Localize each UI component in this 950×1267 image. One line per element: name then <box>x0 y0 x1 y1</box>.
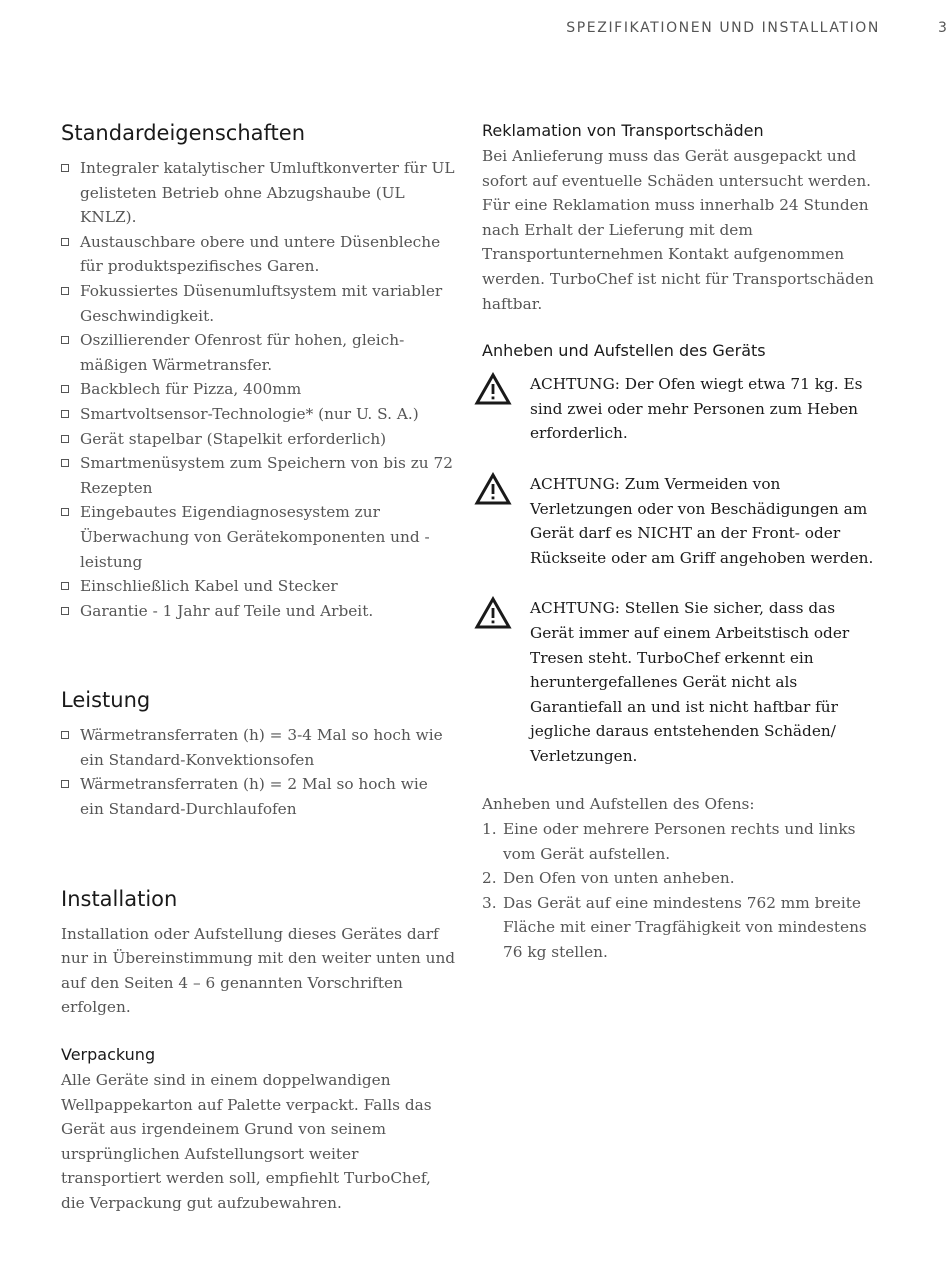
list-item: Smartvoltsensor-Technologie* (nur U. S. A.) <box>61 402 456 427</box>
warning-triangle-icon <box>474 472 512 506</box>
checkbox-bullet-icon <box>61 385 69 393</box>
list-item: Eingebautes Eigendiagnosesystem zur Überwachung von Gerätekomponenten und -leistung <box>61 500 456 574</box>
steps-intro: Anheben und Aufstellen des Ofens: <box>482 795 755 814</box>
checkbox-bullet-icon <box>61 410 69 418</box>
right-column <box>482 118 882 965</box>
page-number: 3 <box>938 20 947 36</box>
checkbox-bullet-icon <box>61 607 69 615</box>
list-item: 3. Das Gerät auf eine mindestens 762 mm breite Fläche mit einer Tragfähigkeit von mindestens 76 kg stellen. <box>482 893 867 962</box>
section-reklamation <box>482 118 882 316</box>
list-item: Fokussiertes Düsenumluftsystem mit variabler Geschwindigkeit. <box>61 279 456 328</box>
checkbox-bullet-icon <box>61 780 69 788</box>
list-item: Integraler katalytischer Umluftkonverter für UL gelisteten Betrieb ohne Abzugshaube (UL KNLZ). <box>61 156 456 230</box>
section-leistung <box>61 685 456 821</box>
warning-block <box>482 596 882 768</box>
warning-triangle-icon <box>474 372 512 406</box>
checkbox-bullet-icon <box>61 164 69 172</box>
reklamation-text: Bei Anlieferung muss das Gerät ausgepackt und sofort auf eventuelle Schäden untersucht werden. Für eine Reklamation muss innerhalb 24 Stunden nach Erhalt der Lieferung mit dem Transportunternehmen Kontakt aufgenommen werden. TurboChef ist nicht für Transportschäden haftbar. <box>482 147 874 313</box>
feature-list <box>61 156 456 623</box>
performance-list <box>61 723 456 821</box>
section-title: Installation <box>61 886 178 911</box>
subsection-title: Anheben und Aufstellen des Geräts <box>482 341 766 361</box>
verpackung-text: Alle Geräte sind in einem doppelwandigen Wellpappekarton auf Palette verpackt. Falls das Gerät aus irgendeinem Grund von seinem ursprünglichen Aufstellungsort weiter transportiert werden soll, empfiehlt TurboChef, die Verpackung gut aufzubewahren. <box>61 1071 432 1212</box>
checkbox-bullet-icon <box>61 582 69 590</box>
list-item: Wärmetransferraten (h) = 2 Mal so hoch wie ein Standard-Durchlaufofen <box>61 772 456 821</box>
list-item: Gerät stapelbar (Stapelkit erforderlich) <box>61 427 456 452</box>
checkbox-bullet-icon <box>61 287 69 295</box>
warning-block <box>482 372 882 446</box>
section-title: Standardeigenschaften <box>61 121 306 145</box>
checkbox-bullet-icon <box>61 731 69 739</box>
warning-triangle-icon <box>474 596 512 630</box>
checkbox-bullet-icon <box>61 459 69 467</box>
list-item: 1. Eine oder mehrere Personen rechts und links vom Gerät aufstellen. <box>482 820 856 863</box>
checkbox-bullet-icon <box>61 508 69 516</box>
left-column <box>61 118 456 1216</box>
section-verpackung <box>61 1042 456 1216</box>
list-item: Einschließlich Kabel und Stecker <box>61 574 456 599</box>
list-item: Garantie - 1 Jahr auf Teile und Arbeit. <box>61 599 456 624</box>
section-installation <box>61 884 456 1020</box>
warning-text: ACHTUNG: Stellen Sie sicher, dass das Gerät immer auf einem Arbeitstisch oder Tresen steht. TurboChef erkennt ein heruntergefallenes Gerät nicht als Garantiefall an und ist nicht haftbar für jegliche daraus entstehenden Schäden/ Verletzungen. <box>530 599 850 765</box>
list-item: Oszillierender Ofenrost für hohen, gleich-mäßigen Wärmetransfer. <box>61 328 456 377</box>
list-item: 2. Den Ofen von unten anheben. <box>482 869 735 888</box>
list-item: Austauschbare obere und untere Düsenbleche für produktspezifisches Garen. <box>61 230 456 279</box>
subsection-title: Reklamation von Transportschäden <box>482 121 764 140</box>
section-title: Leistung <box>61 688 151 713</box>
checkbox-bullet-icon <box>61 238 69 246</box>
warning-block <box>482 472 882 570</box>
steps-list <box>482 817 882 965</box>
list-item: Wärmetransferraten (h) = 3-4 Mal so hoch wie ein Standard-Konvektionsofen <box>61 723 456 772</box>
warning-text: ACHTUNG: Der Ofen wiegt etwa 71 kg. Es sind zwei oder mehr Personen zum Heben erforderlich. <box>530 375 863 443</box>
checkbox-bullet-icon <box>61 435 69 443</box>
running-header-title: SPEZIFIKATIONEN UND INSTALLATION <box>566 20 880 36</box>
list-item: Smartmenüsystem zum Speichern von bis zu 72 Rezepten <box>61 451 456 500</box>
subsection-title: Verpackung <box>61 1045 156 1065</box>
section-anheben <box>482 338 882 964</box>
warning-text: ACHTUNG: Zum Vermeiden von Verletzungen oder von Beschädigungen am Gerät darf es NICHT an der Front- oder Rückseite oder am Griff angehoben werden. <box>530 474 874 567</box>
checkbox-bullet-icon <box>61 336 69 344</box>
section-standardeigenschaften <box>61 118 456 623</box>
list-item: Backblech für Pizza, 400mm <box>61 377 456 402</box>
installation-text: Installation oder Aufstellung dieses Gerätes darf nur in Übereinstimmung mit den weiter unten und auf den Seiten 4 – 6 genannten Vorschriften erfolgen. <box>61 924 456 1017</box>
